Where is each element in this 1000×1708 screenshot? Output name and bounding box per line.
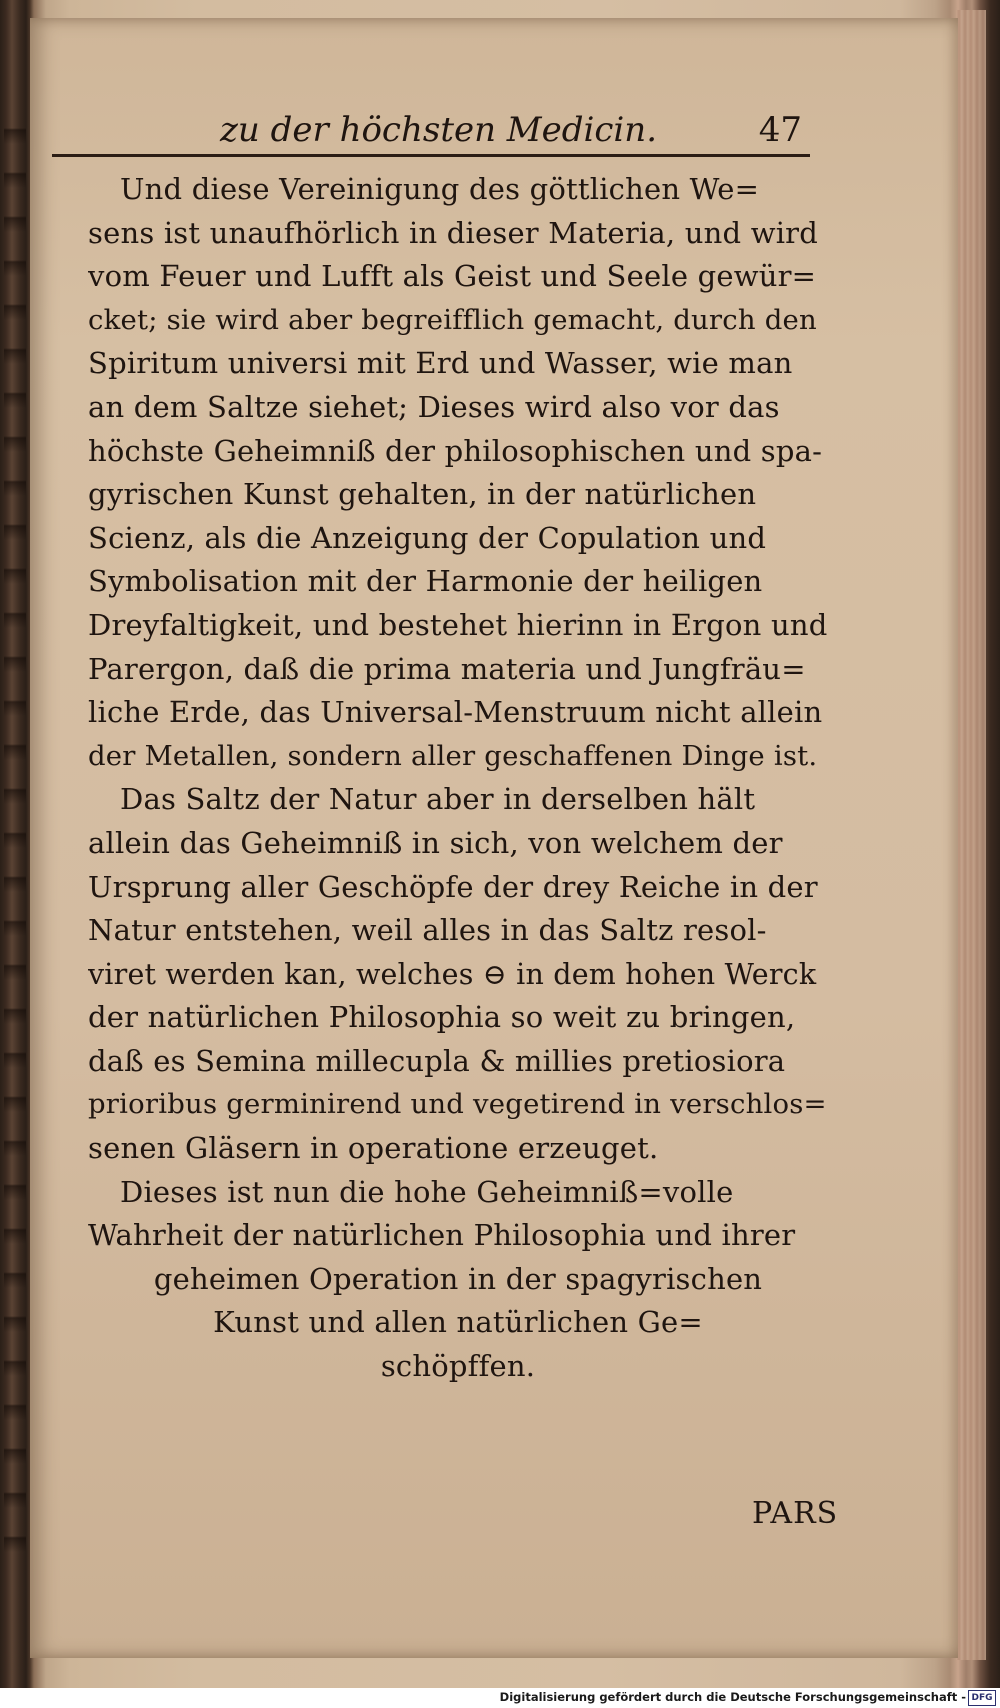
catchword: PARS — [752, 1496, 839, 1531]
text-line: Natur entstehen, weil alles in das Saltz resol- — [88, 913, 767, 948]
text-line: senen Gläsern in operatione erzeuget. — [88, 1131, 659, 1166]
text-line: Symbolisation mit der Harmonie der heiligen — [88, 564, 763, 599]
text-line: vom Feuer und Lufft als Geist und Seele gewür= — [88, 259, 817, 294]
text-line: viret werden kan, welches ⊖ in dem hohen Werck — [88, 957, 817, 991]
text-line: höchste Geheimniß der philosophischen und spa- — [88, 433, 823, 468]
text-line: Parergon, daß die prima materia und Jungfräu= — [88, 651, 806, 686]
page-number: 47 — [758, 110, 802, 150]
text-line: der Metallen, sondern aller geschaffenen Dinge ist. — [88, 739, 818, 772]
text-line: Das Saltz der Natur aber in derselben hält — [120, 782, 756, 817]
text-line: der natürlichen Philosophia so weit zu bringen, — [88, 1000, 796, 1035]
text-line: Wahrheit der natürlichen Philosophia und ihrer — [88, 1218, 796, 1253]
text-line: Scienz, als die Anzeigung der Copulation und — [88, 520, 767, 555]
text-line: Dreyfaltigkeit, und bestehet hierinn in Ergon und — [88, 607, 828, 642]
page-edge — [956, 10, 986, 1660]
header-rule — [52, 154, 810, 157]
dfg-logo: DFG — [968, 1690, 996, 1706]
text-line: allein das Geheimniß in sich, von welchem der — [88, 825, 783, 860]
text-line: prioribus germinirend und vegetirend in verschlos= — [88, 1088, 827, 1121]
running-title: zu der höchsten Medicin. — [220, 110, 658, 150]
text-line: Dieses ist nun die hohe Geheimniß=volle — [120, 1174, 734, 1209]
text-line: Spiritum universi mit Erd und Wasser, wie man — [88, 346, 793, 381]
footer-strip — [0, 1688, 1000, 1708]
text-line: gyrischen Kunst gehalten, in der natürlichen — [88, 477, 757, 512]
footer-credit: Digitalisierung gefördert durch die Deutsche Forschungsgemeinschaft - — [499, 1690, 966, 1704]
text-line: an dem Saltze siehet; Dieses wird also vor das — [88, 389, 780, 424]
text-line: sens ist unaufhörlich in dieser Materia, und wird — [88, 215, 819, 250]
book-page — [30, 18, 958, 1658]
text-line: Kunst und allen natürlichen Ge= — [213, 1305, 703, 1340]
text-line: daß es Semina millecupla & millies pretiosiora — [88, 1043, 786, 1078]
body-text — [88, 168, 828, 1389]
page-header — [220, 110, 820, 154]
text-line: Ursprung aller Geschöpfe der drey Reiche in der — [88, 869, 818, 904]
text-line: schöpffen. — [380, 1349, 536, 1384]
text-line: geheimen Operation in der spagyrischen — [153, 1261, 763, 1296]
text-line: Und diese Vereinigung des göttlichen We= — [120, 172, 760, 206]
text-line: liche Erde, das Universal-Menstruum nicht allein — [88, 695, 823, 730]
text-line: cket; sie wird aber begreifflich gemacht, durch den — [88, 303, 817, 336]
binding-gutter — [4, 100, 26, 1580]
